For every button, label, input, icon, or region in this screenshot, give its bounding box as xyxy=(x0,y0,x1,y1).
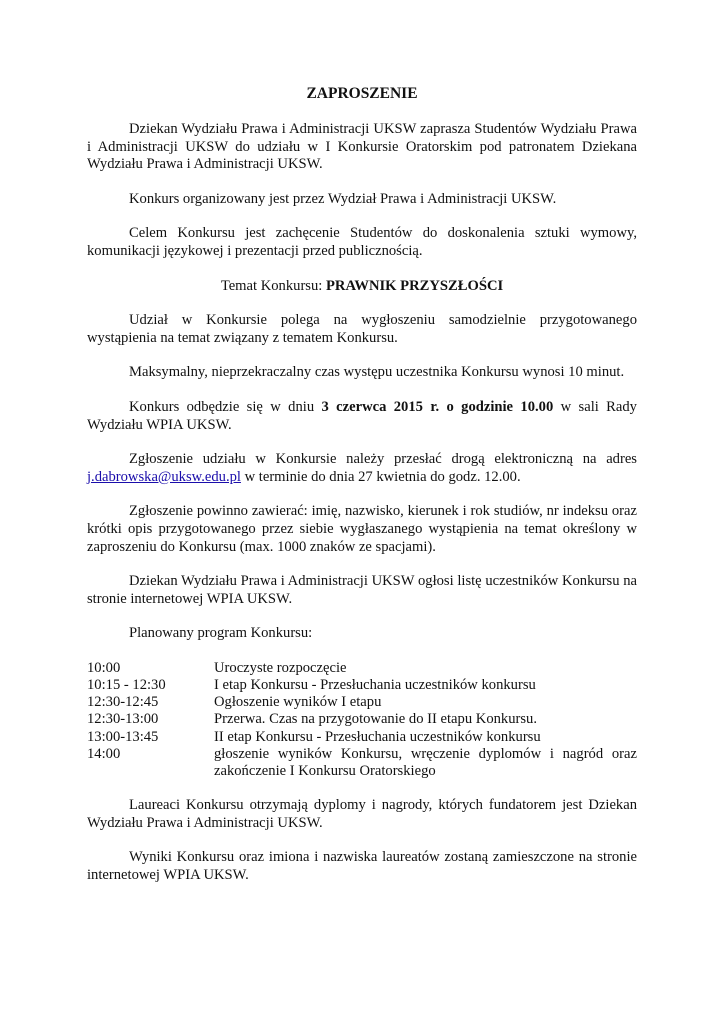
paragraph-application xyxy=(87,451,637,486)
paragraph-participants-list: Dziekan Wydziału Prawa i Administracji UKSW ogłosi listę uczestników Konkursu na stronie internetowej WPIA UKSW. xyxy=(87,573,637,607)
paragraph-application-content: Zgłoszenie powinno zawierać: imię, nazwisko, kierunek i rok studiów, nr indeksu oraz krótki opis przygotowanego przez siebie wygłaszanego wystąpienia na temat określony w zaproszeniu do Konkursu (max. 1000 znaków ze spacjami). xyxy=(87,503,637,555)
page-title: ZAPROSZENIE xyxy=(306,85,418,102)
date-text-1: Konkurs odbędzie się w dniu xyxy=(129,398,322,415)
schedule-row xyxy=(87,694,637,711)
schedule-row xyxy=(87,746,637,780)
schedule-time: 12:30-13:00 xyxy=(87,711,159,728)
paragraph-results: Wyniki Konkursu oraz imiona i nazwiska laureatów zostaną zamieszczone na stronie internetowej WPIA UKSW. xyxy=(87,849,637,884)
schedule-desc: Uroczyste rozpoczęcie xyxy=(214,659,347,676)
schedule-row xyxy=(87,729,637,746)
schedule-row xyxy=(87,660,637,677)
paragraph-organizer: Konkurs organizowany jest przez Wydział Prawa i Administracji UKSW. xyxy=(129,190,557,207)
schedule-desc: Przerwa. Czas na przygotowanie do II etapu Konkursu. xyxy=(214,711,537,728)
schedule-time: 12:30-12:45 xyxy=(87,694,159,711)
schedule-row xyxy=(87,711,637,728)
application-text-2: w terminie do dnia 27 kwietnia do godz. 12.00. xyxy=(240,468,521,485)
schedule-time: 14:00 xyxy=(87,745,121,762)
paragraph-goal: Celem Konkursu jest zachęcenie Studentów do doskonalenia sztuki wymowy, komunikacji językowej i prezentacji przed publicznością. xyxy=(87,225,637,259)
paragraph-time-limit: Maksymalny, nieprzekraczalny czas występu uczestnika Konkursu wynosi 10 minut. xyxy=(129,364,625,381)
paragraph-laureates: Laureaci Konkursu otrzymają dyplomy i nagrody, których fundatorem jest Dziekan Wydziału Prawa i Administracji UKSW. xyxy=(87,797,637,831)
topic-label: Temat Konkursu: xyxy=(220,277,326,294)
paragraph-date xyxy=(87,399,637,434)
topic-line xyxy=(87,278,637,296)
schedule-desc: II etap Konkursu - Przesłuchania uczestników konkursu xyxy=(214,728,541,745)
date-text-2: w sali Rady Wydziału WPIA UKSW. xyxy=(87,398,637,433)
paragraph-participation: Udział w Konkursie polega na wygłoszeniu samodzielnie przygotowanego wystąpienia na temat związany z tematem Konkursu. xyxy=(87,312,637,346)
schedule-time: 10:15 - 12:30 xyxy=(87,677,166,694)
schedule-time: 10:00 xyxy=(87,659,121,676)
program-intro: Planowany program Konkursu: xyxy=(129,625,313,642)
application-text-1: Zgłoszenie udziału w Konkursie należy przesłać drogą elektroniczną na adres xyxy=(129,451,637,468)
schedule-desc: głoszenie wyników Konkursu, wręczenie dyplomów i nagród oraz zakończenie I Konkursu Oratorskiego xyxy=(214,745,637,780)
schedule-time: 13:00-13:45 xyxy=(87,728,159,745)
email-link[interactable]: j.dabrowska@uksw.edu.pl xyxy=(87,468,241,485)
date-bold: 3 czerwca 2015 r. o godzinie 10.00 xyxy=(321,398,554,415)
schedule-row xyxy=(87,677,637,694)
schedule-desc: I etap Konkursu - Przesłuchania uczestników konkursu xyxy=(214,677,536,694)
paragraph-invitation: Dziekan Wydziału Prawa i Administracji UKSW zaprasza Studentów Wydziału Prawa i Administracji UKSW do udziału w I Konkursie Oratorskim pod patronatem Dziekana Wydziału Prawa i Administracji UKSW. xyxy=(87,121,637,173)
topic-value: PRAWNIK PRZYSZŁOŚCI xyxy=(325,277,504,294)
schedule-desc: Ogłoszenie wyników I etapu xyxy=(214,694,382,711)
schedule-table xyxy=(87,660,637,780)
